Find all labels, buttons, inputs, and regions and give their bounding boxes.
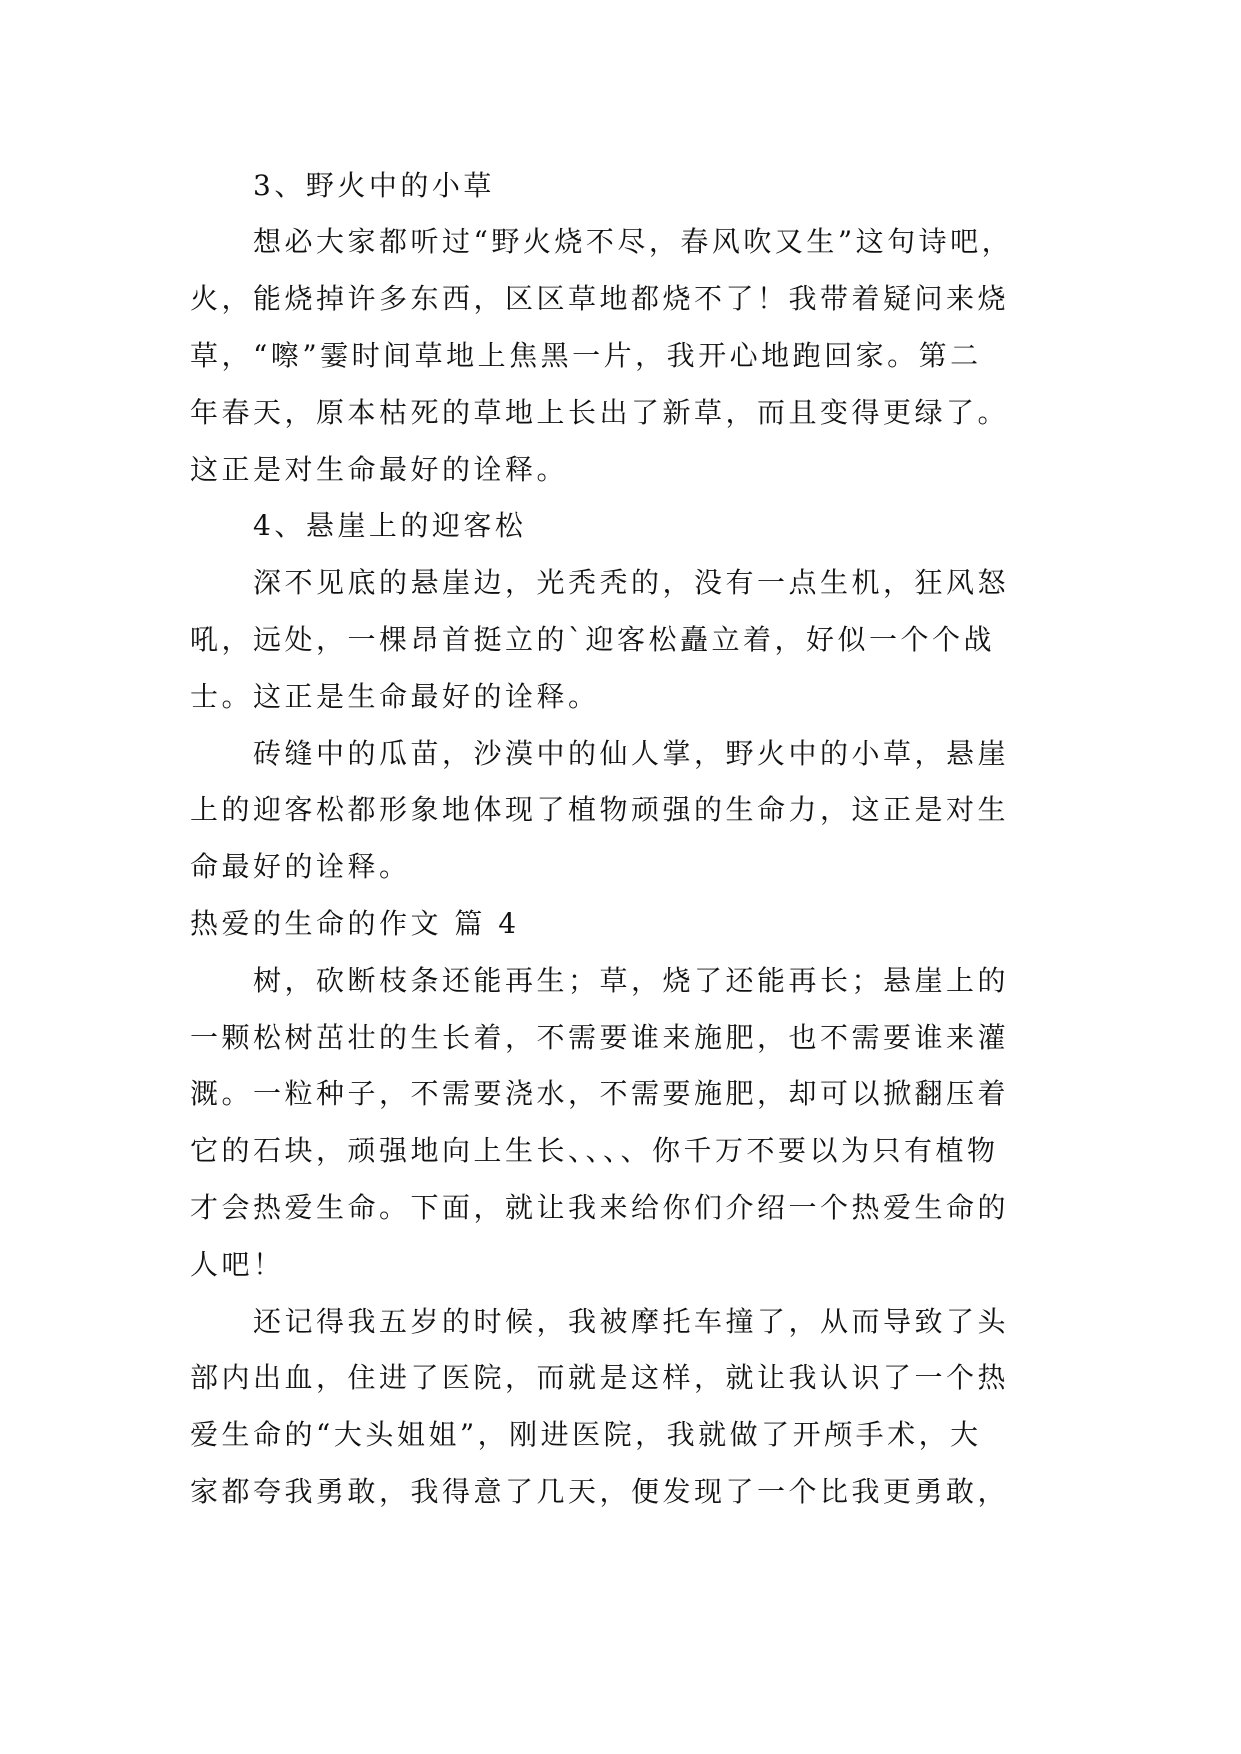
paragraph-line: 深不见底的悬崖边，光秃秃的，没有一点生机，狂风怒	[253, 566, 1010, 599]
paragraph-line: 还记得我五岁的时候，我被摩托车撞了，从而导致了头	[253, 1305, 1010, 1338]
paragraph-line: 部内出血，住进了医院，而就是这样，就让我认识了一个热	[190, 1361, 1010, 1394]
paragraph-line: 溉。一粒种子，不需要浇水，不需要施肥，却可以掀翻压着	[190, 1077, 1010, 1110]
paragraph-line: 家都夸我勇敢，我得意了几天，便发现了一个比我更勇敢，	[190, 1475, 1010, 1508]
paragraph-line: 人吧！	[190, 1248, 285, 1281]
paragraph-line: 年春天，原本枯死的草地上长出了新草，而且变得更绿了。	[190, 396, 1010, 429]
paragraph-line: 树，砍断枝条还能再生；草，烧了还能再长；悬崖上的	[253, 964, 1010, 997]
paragraph-line: 这正是对生命最好的诠释。	[190, 453, 569, 486]
paragraph-line: 一颗松树茁壮的生长着，不需要谁来施肥，也不需要谁来灌	[190, 1021, 1010, 1054]
paragraph-line: 想必大家都听过“野火烧不尽，春风吹又生”这句诗吧，	[253, 225, 1014, 258]
paragraph-line: 命最好的诠释。	[190, 850, 411, 883]
section-heading-3: 3、野火中的小草	[253, 169, 495, 202]
paragraph-line: 才会热爱生命。下面，就让我来给你们介绍一个热爱生命的	[190, 1191, 1010, 1224]
paragraph-line: 草，“嚓”霎时间草地上焦黑一片，我开心地跑回家。第二	[190, 339, 982, 372]
paragraph-line: 上的迎客松都形象地体现了植物顽强的生命力，这正是对生	[190, 793, 1010, 826]
paragraph-line: 吼，远处，一棵昂首挺立的`迎客松矗立着，好似一个个战	[190, 623, 996, 656]
paragraph-line: 砖缝中的瓜苗，沙漠中的仙人掌，野火中的小草，悬崖	[253, 737, 1010, 770]
paragraph-line: 它的石块，顽强地向上生长、、、、你千万不要以为只有植物	[190, 1134, 999, 1167]
paragraph-line: 火，能烧掉许多东西，区区草地都烧不了！我带着疑问来烧	[190, 282, 1010, 315]
article-title: 热爱的生命的作文 篇 4	[190, 907, 520, 940]
section-heading-4: 4、悬崖上的迎客松	[253, 509, 527, 542]
paragraph-line: 士。这正是生命最好的诠释。	[190, 680, 600, 713]
paragraph-line: 爱生命的“大头姐姐”，刚进医院，我就做了开颅手术，大	[190, 1418, 982, 1451]
